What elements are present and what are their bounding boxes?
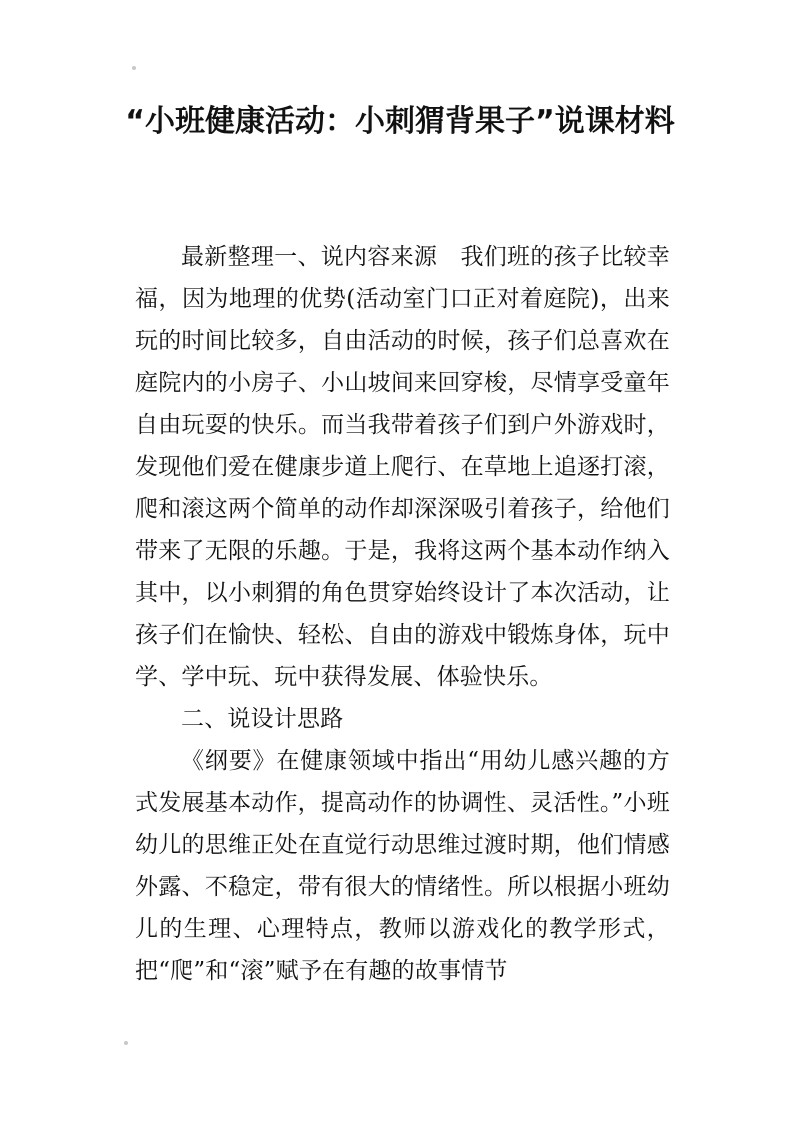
paragraph-content-source: 最新整理一、说内容来源 我们班的孩子比较幸福，因为地理的优势(活动室门口正对着庭院)，出来玩的时间比较多，自由活动的时候，孩子们总喜欢在庭院内的小房子、小山坡间来回穿梭，尽情享受童年自由玩耍的快乐。而当我带着孩子们到户外游戏时，发现他们爱在健康步道上爬行、在草地上追逐打滚，爬和滚这两个简单的动作却深深吸引着孩子，给他们带来了无限的乐趣。于是，我将这两个基本动作纳入其中，以小刺猬的角色贯穿始终设计了本次活动，让孩子们在愉快、轻松、自由的游戏中锻炼身体，玩中学、学中玩、玩中获得发展、体验快乐。 bbox=[135, 244, 670, 690]
paragraph-design-heading: 二、说设计思路 bbox=[181, 706, 344, 732]
document-body bbox=[135, 236, 670, 992]
paragraph-design-rationale: 《纲要》在健康领域中指出“用幼儿感兴趣的方式发展基本动作，提高动作的协调性、灵活性。”小班幼儿的思维正处在直觉行动思维过渡时期，他们情感外露、不稳定，带有很大的情绪性。所以根据小班幼儿的生理、心理特点，教师以游戏化的教学形式，把“爬”和“滚”赋予在有趣的故事情节 bbox=[135, 748, 670, 984]
scan-speck bbox=[132, 66, 136, 70]
scan-speck bbox=[124, 1041, 128, 1045]
document-title: “小班健康活动：小刺猬背果子”说课材料 bbox=[125, 104, 675, 139]
